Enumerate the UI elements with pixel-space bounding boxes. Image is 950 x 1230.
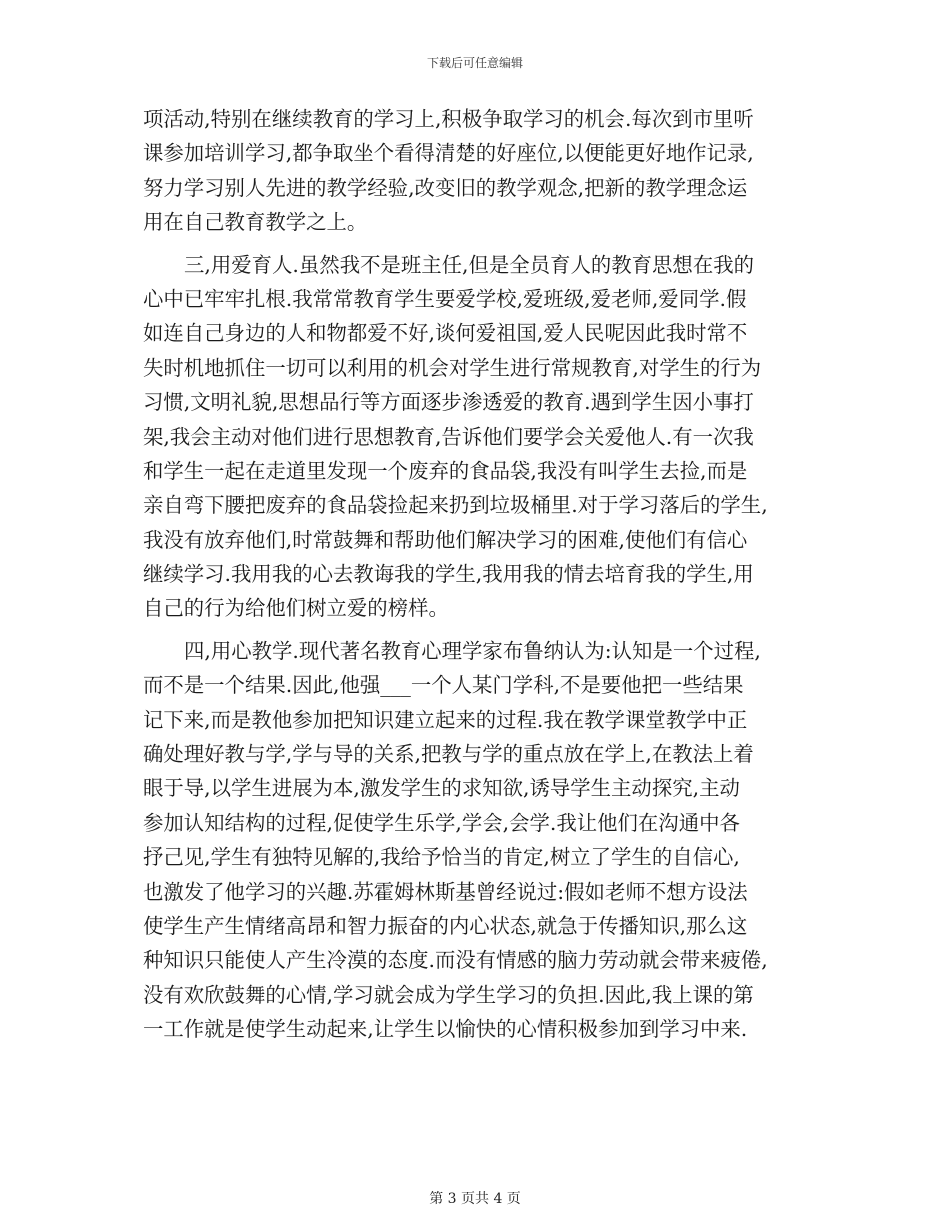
text-line: 如连自己身边的人和物都爱不好,谈何爱祖国,爱人民呢因此我时常不 <box>143 321 748 346</box>
paragraph-1 <box>143 102 823 240</box>
text-line: 三,用爱育人.虽然我不是班主任,但是全员育人的教育思想在我的 <box>184 252 754 277</box>
text-line: 眼于导,以学生进展为本,激发学生的求知欲,诱导学生主动探究,主动 <box>143 776 740 801</box>
text-line: 抒己见,学生有独特见解的,我给予恰当的肯定,树立了学生的自信心, <box>143 845 740 870</box>
text-line: 心中已牢牢扎根.我常常教育学生要爱学校,爱班级,爱老师,爱同学.假 <box>143 286 747 311</box>
text-line: 记下来,而是教他参加把知识建立起来的过程.我在教学课堂教学中正 <box>143 707 748 732</box>
text-line: 课参加培训学习,都争取坐个看得清楚的好座位,以便能更好地作记录, <box>143 141 754 166</box>
text-line: 一工作就是使学生动起来,让学生以愉快的心情积极参加到学习中来. <box>143 1017 748 1042</box>
text-line: 我没有放弃他们,时常鼓舞和帮助他们解决学习的困难,使他们有信心 <box>143 527 748 552</box>
paragraph-gap <box>143 626 823 634</box>
text-line: 自己的行为给他们树立爱的榜样。 <box>143 596 449 621</box>
text-line: 参加认知结构的过程,促使学生乐学,学会,会学.我让他们在沟通中各 <box>143 810 740 835</box>
text-line: 亲自弯下腰把废弃的食品袋捡起来扔到垃圾桶里.对于学习落后的学生, <box>143 493 768 518</box>
text-line: 努力学习别人先进的教学经验,改变旧的教学观念,把新的教学理念运 <box>143 175 748 200</box>
text-line: 架,我会主动对他们进行思想教育,告诉他们要学会关爱他人.有一次我 <box>143 424 754 449</box>
paragraph-gap <box>143 240 823 248</box>
text-line: 使学生产生情绪高昂和智力振奋的内心状态,就急于传播知识,那么这 <box>143 913 748 938</box>
text-line: 四,用心教学.现代著名教育心理学家布鲁纳认为:认知是一个过程, <box>184 638 761 663</box>
document-body <box>143 102 823 1047</box>
text-line: 而不是一个结果.因此,他强___一个人某门学科,不是要他把一些结果 <box>143 673 744 698</box>
text-line: 和学生一起在走道里发现一个废弃的食品袋,我没有叫学生去捡,而是 <box>143 458 748 483</box>
page-header: 下载后可任意编辑 <box>426 56 523 70</box>
paragraph-2 <box>143 248 823 626</box>
text-line: 项活动,特别在继续教育的学习上,积极争取学习的机会.每次到市里听 <box>143 107 754 131</box>
text-line: 用在自己教育教学之上。 <box>143 210 368 235</box>
paragraph-3 <box>143 634 823 1047</box>
text-line: 种知识只能使人产生冷漠的态度.而没有情感的脑力劳动就会带来疲倦, <box>143 948 768 973</box>
text-line: 继续学习.我用我的心去教诲我的学生,我用我的情去培育我的学生,用 <box>143 562 754 587</box>
text-line: 没有欢欣鼓舞的心情,学习就会成为学生学习的负担.因此,我上课的第 <box>143 982 754 1007</box>
page-footer: 第 3 页共 4 页 <box>429 1191 521 1207</box>
text-line: 习惯,文明礼貌,思想品行等方面逐步渗透爱的教育.遇到学生因小事打 <box>143 390 754 415</box>
text-line: 失时机地抓住一切可以利用的机会对学生进行常规教育,对学生的行为 <box>143 355 762 380</box>
text-line: 也激发了他学习的兴趣.苏霍姆林斯基曾经说过:假如老师不想方设法 <box>143 879 748 904</box>
text-line: 确处理好教与学,学与导的关系,把教与学的重点放在学上,在教法上着 <box>143 742 754 767</box>
